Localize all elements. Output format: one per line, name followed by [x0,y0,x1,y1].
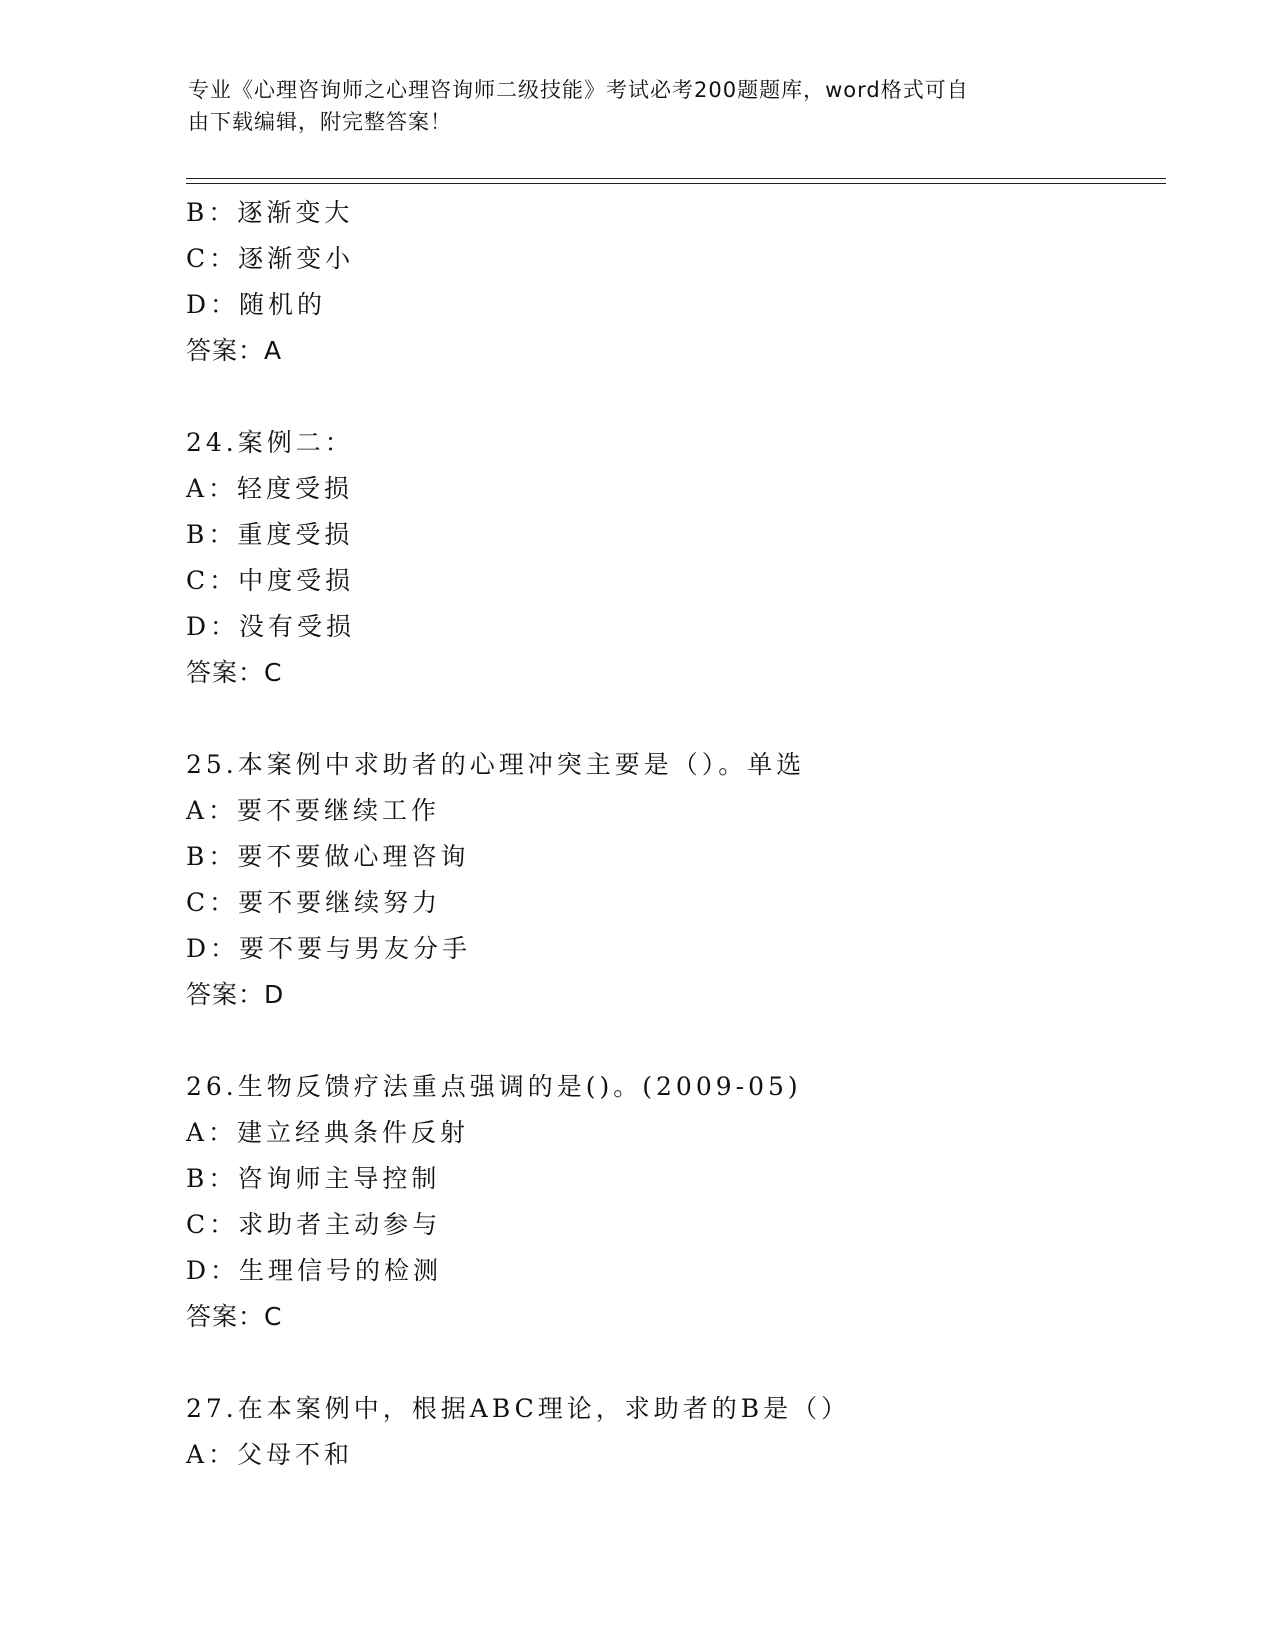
option-d: D：要不要与男友分手 [186,934,472,963]
question-block-26 [186,1064,1186,1340]
question-text: 26.生物反馈疗法重点强调的是()。(2009-05) [186,1072,802,1101]
spacer [186,374,1186,420]
option-b: B：重度受损 [186,520,354,549]
option-a: A：轻度受损 [186,474,354,503]
question-text: 24.案例二： [186,428,354,457]
option-d: D：没有受损 [186,612,356,641]
option-c: C：中度受损 [186,566,355,595]
header-divider-top [186,178,1166,179]
header-line-2: 由下载编辑，附完整答案！ [188,110,452,134]
option-c: C：求助者主动参与 [186,1210,442,1239]
question-block-24 [186,420,1186,696]
question-text: 27.在本案例中，根据ABC理论，求助者的B是（） [186,1394,851,1423]
answer-line: 答案：C [186,1302,283,1331]
question-block-27 [186,1386,1186,1478]
question-block-23-tail [186,190,1186,374]
option-a: A：建立经典条件反射 [186,1118,470,1147]
header-line-1: 专业《心理咨询师之心理咨询师二级技能》考试必考200题题库，word格式可自 [188,78,969,102]
header-divider-bottom [186,183,1166,184]
spacer [186,696,1186,742]
option-a: A：要不要继续工作 [186,796,441,825]
option-c: C：逐渐变小 [186,244,355,273]
option-d: D：随机的 [186,290,327,319]
option-b: B：咨询师主导控制 [186,1164,441,1193]
answer-line: 答案：C [186,658,283,687]
answer-line: 答案：A [186,336,283,365]
answer-line: 答案：D [186,980,285,1009]
spacer [186,1340,1186,1386]
option-c: C：要不要继续努力 [186,888,442,917]
spacer [186,1018,1186,1064]
document-header [188,74,1088,138]
option-b: B：逐渐变大 [186,198,354,227]
option-d: D：生理信号的检测 [186,1256,443,1285]
question-list [186,190,1186,1478]
question-block-25 [186,742,1186,1018]
option-b: B：要不要做心理咨询 [186,842,470,871]
question-text: 25.本案例中求助者的心理冲突主要是（）。单选 [186,750,806,779]
option-a: A：父母不和 [186,1440,354,1469]
